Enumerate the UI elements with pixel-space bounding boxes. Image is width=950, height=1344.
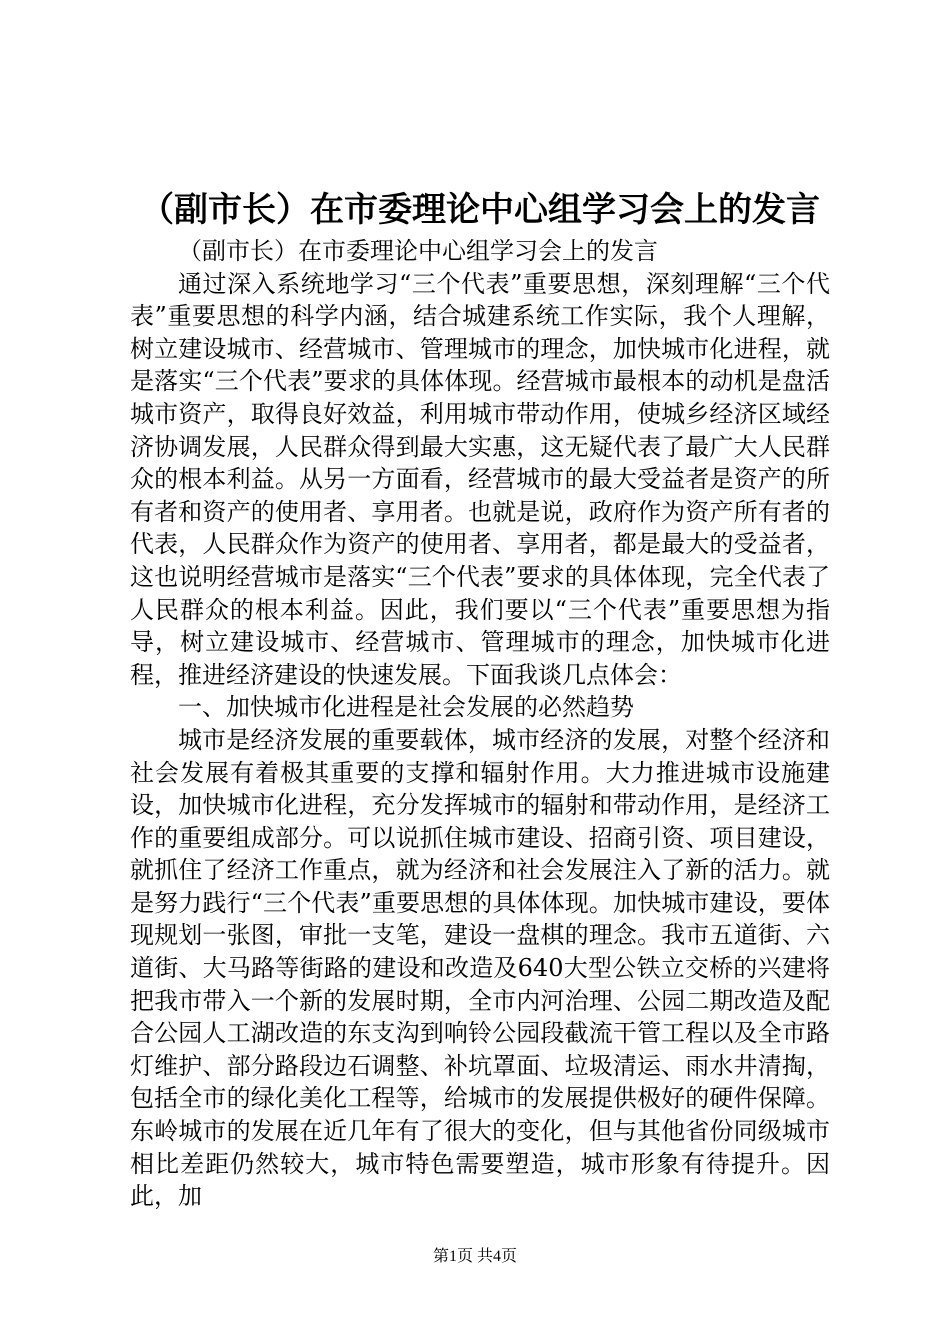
body-paragraph-heading: （副市长）在市委理论中心组学习会上的发言	[178, 237, 658, 265]
document-title: （副市长）在市委理论中心组学习会上的发言	[140, 190, 820, 230]
body-paragraph-section-1: 城市是经济发展的重要载体，城市经济的发展，对整个经济和社会发展有着极其重要的支撑和辐射作用。大力推进城市设施建设，加快城市化进程，充分发挥城市的辐射和带动作用，是经济工作的重要组成部分。可以说抓住城市建设、招商引资、项目建设，就抓住了经济工作重点，就为经济和社会发展注入了新的活力。就是努力践行“三个代表”重要思想的具体体现。加快城市建设，要体现规划一张图，审批一支笔，建设一盘棋的理念。我市五道街、六道街、大马路等街路的建设和改造及640大型公铁立交桥的兴建将把我市带入一个新的发展时期，全市内河治理、公园二期改造及配合公园人工湖改造的东支沟到响铃公园段截流干管工程以及全市路灯维护、部分路段边石调整、补坑罩面、垃圾清运、雨水井清掏，包括全市的绿化美化工程等，给城市的发展提供极好的硬件保障。东岭城市的发展在近几年有了很大的变化，但与其他省份同级城市相比差距仍然较大，城市特色需要塑造，城市形象有待提升。因此，加	[130, 725, 830, 1211]
page-number-footer: 第1页 共4页	[432, 1248, 517, 1265]
body-paragraph-intro: 通过深入系统地学习“三个代表”重要思想，深刻理解“三个代表”重要思想的科学内涵，结合城建系统工作实际，我个人理解，树立建设城市、经营城市、管理城市的理念，加快城市化进程，就是落实“三个代表”要求的具体体现。经营城市最根本的动机是盘活城市资产，取得良好效益，利用城市带动作用，使城乡经济区域经济协调发展，人民群众得到最大实惠，这无疑代表了最广大人民群众的根本利益。从另一方面看，经营城市的最大受益者是资产的所有者和资产的使用者、享用者。也就是说，政府作为资产所有者的代表，人民群众作为资产的使用者、享用者，都是最大的受益者，这也说明经营城市是落实“三个代表”要求的具体体现，完全代表了人民群众的根本利益。因此，我们要以“三个代表”重要思想为指导，树立建设城市、经营城市、管理城市的理念，加快城市化进程，推进经济建设的快速发展。下面我谈几点体会：	[130, 269, 830, 689]
section-heading-1: 一、加快城市化进程是社会发展的必然趋势	[178, 693, 634, 722]
document-body	[130, 235, 830, 1213]
